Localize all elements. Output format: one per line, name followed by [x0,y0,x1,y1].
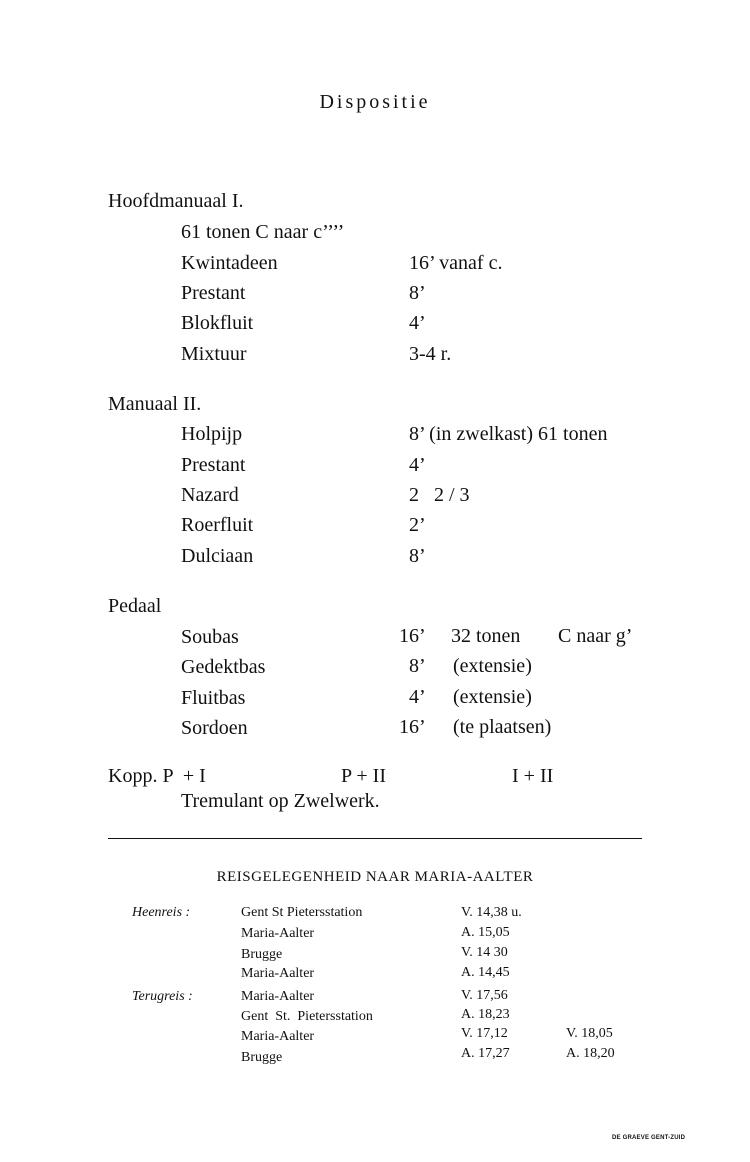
time: V. 17,56 [461,988,508,1003]
stop-name: Prestant [181,454,246,476]
section-note: 61 tonen C naar c’’’’ [181,221,345,243]
stop-name: Gedektbas [181,656,266,678]
station: Maria-Aalter [241,1029,315,1044]
stop-spec: 2 2 / 3 [409,484,470,506]
stop-size: 16’ [399,716,426,738]
stop-spec: 8’ [409,282,426,304]
stop-spec: 8’ [409,545,426,567]
stop-name: Prestant [181,282,246,304]
section-heading-hoofdmanuaal: Hoofdmanuaal I. [108,190,244,212]
time-alt: A. 18,20 [566,1046,615,1061]
stop-name: Mixtuur [181,343,247,365]
station: Brugge [241,947,283,962]
stop-name: Blokfluit [181,312,254,334]
stop-name: Roerfluit [181,514,254,536]
stop-extra: C naar g’ [558,625,633,647]
time-alt: V. 18,05 [566,1026,613,1041]
time: V. 14,38 u. [461,905,522,920]
stop-size: 4’ [409,686,426,708]
printer-imprint: DE GRAEVE GENT-ZUID [612,1135,686,1141]
time: V. 14 30 [461,945,508,960]
page-title: Dispositie [319,91,431,113]
stop-detail: (extensie) [453,686,532,708]
station: Maria-Aalter [241,966,315,981]
stop-detail: (te plaatsen) [453,716,552,738]
stop-name: Holpijp [181,423,243,445]
coupler-p-ii: P + II [341,765,386,787]
station: Maria-Aalter [241,926,315,941]
trip-label: Terugreis : [132,989,193,1004]
stop-size: 16’ [399,625,426,647]
station: Maria-Aalter [241,989,315,1004]
station: Gent St Pietersstation [241,905,363,920]
stop-spec: 2’ [409,514,426,536]
stop-name: Soubas [181,626,239,648]
stop-name: Sordoen [181,717,248,739]
trip-label: Heenreis : [132,905,191,920]
stop-spec: 8’ (in zwelkast) 61 tonen [409,423,608,445]
section-heading-manuaal: Manuaal II. [108,393,202,415]
stop-spec: 4’ [409,454,426,476]
stop-size: 8’ [409,655,426,677]
stop-name: Dulciaan [181,545,254,567]
tremulant-note: Tremulant op Zwelwerk. [181,790,380,812]
station: Brugge [241,1050,283,1065]
time: A. 14,45 [461,965,510,980]
stop-detail: (extensie) [453,655,532,677]
stop-spec: 3-4 r. [409,343,452,365]
divider [108,838,642,839]
stop-spec: 16’ vanaf c. [409,252,503,274]
section-heading-pedaal: Pedaal [108,595,162,617]
stop-spec: 4’ [409,312,426,334]
coupler-i-ii: I + II [512,765,554,787]
stop-name: Fluitbas [181,687,246,709]
station: Gent St. Pietersstation [241,1009,373,1024]
time: V. 17,12 [461,1026,508,1041]
coupler-label: Kopp. P + I [108,765,206,787]
stop-detail: 32 tonen [451,625,521,647]
stop-name: Nazard [181,484,239,506]
travel-title: REISGELEGENHEID NAAR MARIA-AALTER [216,869,534,885]
time: A. 18,23 [461,1007,510,1022]
time: A. 15,05 [461,925,510,940]
stop-name: Kwintadeen [181,252,278,274]
time: A. 17,27 [461,1046,510,1061]
